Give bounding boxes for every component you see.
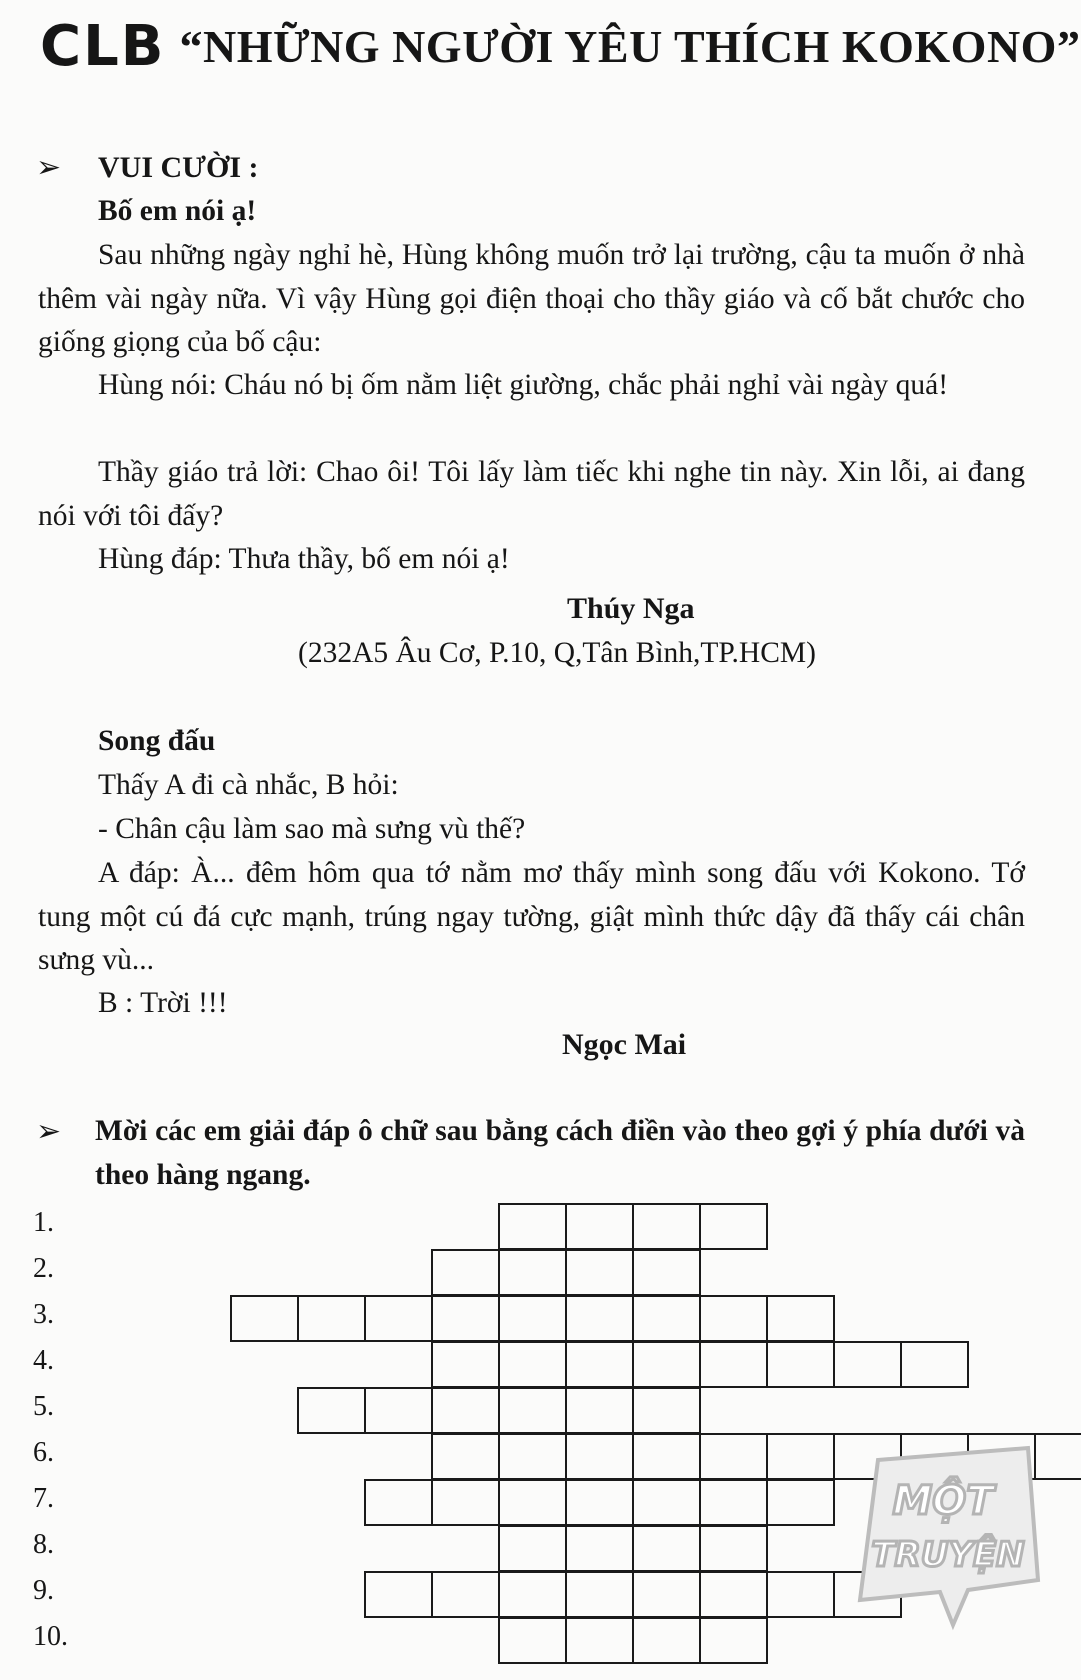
crossword-cell[interactable] bbox=[297, 1387, 366, 1434]
watermark-text-top: MỘT bbox=[892, 1478, 994, 1524]
watermark-logo bbox=[848, 1440, 1048, 1640]
crossword-cell[interactable] bbox=[565, 1571, 634, 1618]
crossword-cell[interactable] bbox=[699, 1571, 768, 1618]
crossword-cell[interactable] bbox=[565, 1433, 634, 1480]
crossword-cell[interactable] bbox=[498, 1295, 567, 1342]
crossword-cell[interactable] bbox=[498, 1433, 567, 1480]
joke-line: B : Trời !!! bbox=[98, 987, 228, 1019]
row-number: 8. bbox=[33, 1529, 54, 1560]
crossword-cell[interactable] bbox=[431, 1433, 500, 1480]
crossword-cell[interactable] bbox=[431, 1249, 500, 1296]
crossword-cell[interactable] bbox=[364, 1295, 433, 1342]
crossword-cell[interactable] bbox=[230, 1295, 299, 1342]
crossword-cell[interactable] bbox=[565, 1203, 634, 1250]
crossword-cell[interactable] bbox=[766, 1295, 835, 1342]
crossword-cell[interactable] bbox=[699, 1295, 768, 1342]
bullet-arrow-icon: ➢ bbox=[36, 150, 62, 185]
joke-title: Bố em nói ạ! bbox=[98, 195, 257, 227]
crossword-cell[interactable] bbox=[498, 1571, 567, 1618]
row-number: 4. bbox=[33, 1345, 54, 1376]
crossword-cell[interactable] bbox=[632, 1387, 701, 1434]
crossword-cell[interactable] bbox=[565, 1479, 634, 1526]
crossword-cell[interactable] bbox=[699, 1479, 768, 1526]
crossword-cell[interactable] bbox=[565, 1295, 634, 1342]
bullet-arrow-icon: ➢ bbox=[36, 1114, 62, 1149]
crossword-cell[interactable] bbox=[699, 1617, 768, 1664]
row-number: 10. bbox=[33, 1621, 68, 1652]
joke-paragraph: Hùng nói: Cháu nó bị ốm nằm liệt giường, chắc phải nghỉ vài ngày quá! bbox=[98, 369, 949, 401]
crossword-cell[interactable] bbox=[431, 1341, 500, 1388]
crossword-cell[interactable] bbox=[431, 1479, 500, 1526]
crossword-cell[interactable] bbox=[833, 1341, 902, 1388]
crossword-cell[interactable] bbox=[632, 1203, 701, 1250]
crossword-cell[interactable] bbox=[766, 1479, 835, 1526]
joke-author: Thúy Nga bbox=[567, 592, 695, 625]
crossword-cell[interactable] bbox=[632, 1617, 701, 1664]
crossword-cell[interactable] bbox=[498, 1249, 567, 1296]
crossword-cell[interactable] bbox=[297, 1295, 366, 1342]
crossword-cell[interactable] bbox=[632, 1341, 701, 1388]
page-header bbox=[40, 14, 1081, 79]
page-title: “NHỮNG NGƯỜI YÊU THÍCH KOKONO” bbox=[179, 21, 1081, 72]
crossword-cell[interactable] bbox=[632, 1479, 701, 1526]
crossword-cell[interactable] bbox=[699, 1203, 768, 1250]
crossword-cell[interactable] bbox=[766, 1571, 835, 1618]
crossword-cell[interactable] bbox=[498, 1479, 567, 1526]
crossword-cell[interactable] bbox=[632, 1525, 701, 1572]
crossword-cell[interactable] bbox=[364, 1387, 433, 1434]
crossword-cell[interactable] bbox=[364, 1571, 433, 1618]
crossword-cell[interactable] bbox=[565, 1387, 634, 1434]
crossword-cell[interactable] bbox=[565, 1249, 634, 1296]
row-number: 1. bbox=[33, 1207, 54, 1238]
crossword-cell[interactable] bbox=[766, 1341, 835, 1388]
crossword-cell[interactable] bbox=[431, 1387, 500, 1434]
row-number: 6. bbox=[33, 1437, 54, 1468]
joke-address: (232A5 Âu Cơ, P.10, Q,Tân Bình,TP.HCM) bbox=[298, 637, 816, 669]
joke-paragraph: Sau những ngày nghỉ hè, Hùng không muốn trở lại trường, cậu ta muốn ở nhà thêm vài ngày nữa. Vì vậy Hùng gọi điện thoại cho thầy giáo và cố bắt chước cho giống giọng của bố cậu: bbox=[38, 239, 1025, 358]
crossword-cell[interactable] bbox=[632, 1433, 701, 1480]
row-number: 7. bbox=[33, 1483, 54, 1514]
crossword-cell[interactable] bbox=[498, 1387, 567, 1434]
joke-paragraph: Hùng đáp: Thưa thầy, bố em nói ạ! bbox=[98, 543, 510, 575]
crossword-cell[interactable] bbox=[632, 1249, 701, 1296]
crossword-cell[interactable] bbox=[431, 1295, 500, 1342]
crossword-cell[interactable] bbox=[565, 1525, 634, 1572]
crossword-cell[interactable] bbox=[364, 1479, 433, 1526]
row-number: 3. bbox=[33, 1299, 54, 1330]
crossword-cell[interactable] bbox=[431, 1571, 500, 1618]
crossword-cell[interactable] bbox=[565, 1617, 634, 1664]
watermark-text-bottom: TRUYỆN bbox=[871, 1535, 1025, 1575]
joke-paragraph: A đáp: À... đêm hôm qua tớ nằm mơ thấy mình song đấu với Kokono. Tớ tung một cú đá cực mạnh, trúng ngay tường, giật mình thức dậy đã thấy cái chân sưng vù... bbox=[38, 857, 1025, 976]
joke-line: - Chân cậu làm sao mà sưng vù thế? bbox=[98, 813, 526, 845]
joke-line: Thấy A đi cà nhắc, B hỏi: bbox=[98, 769, 399, 801]
crossword-cell[interactable] bbox=[498, 1203, 567, 1250]
crossword-cell[interactable] bbox=[632, 1571, 701, 1618]
club-label: CLB bbox=[40, 14, 166, 79]
crossword-cell[interactable] bbox=[699, 1433, 768, 1480]
crossword-cell[interactable] bbox=[498, 1617, 567, 1664]
row-number: 5. bbox=[33, 1391, 54, 1422]
joke-title: Song đấu bbox=[98, 725, 216, 757]
crossword-cell[interactable] bbox=[498, 1525, 567, 1572]
crossword-cell[interactable] bbox=[900, 1341, 969, 1388]
section-heading: VUI CƯỜI : bbox=[98, 151, 259, 184]
crossword-cell[interactable] bbox=[699, 1341, 768, 1388]
crossword-cell[interactable] bbox=[766, 1433, 835, 1480]
puzzle-instruction: Mời các em giải đáp ô chữ sau bằng cách điền vào theo gợi ý phía dưới và theo hàng ngang. bbox=[95, 1115, 1025, 1191]
crossword-cell[interactable] bbox=[498, 1341, 567, 1388]
joke-author: Ngọc Mai bbox=[562, 1028, 687, 1061]
joke-paragraph: Thầy giáo trả lời: Chao ôi! Tôi lấy làm tiếc khi nghe tin này. Xin lỗi, ai đang nói với tôi đấy? bbox=[38, 456, 1025, 532]
row-number: 9. bbox=[33, 1575, 54, 1606]
row-number: 2. bbox=[33, 1253, 54, 1284]
crossword-cell[interactable] bbox=[699, 1525, 768, 1572]
crossword-cell[interactable] bbox=[565, 1341, 634, 1388]
crossword-cell[interactable] bbox=[632, 1295, 701, 1342]
